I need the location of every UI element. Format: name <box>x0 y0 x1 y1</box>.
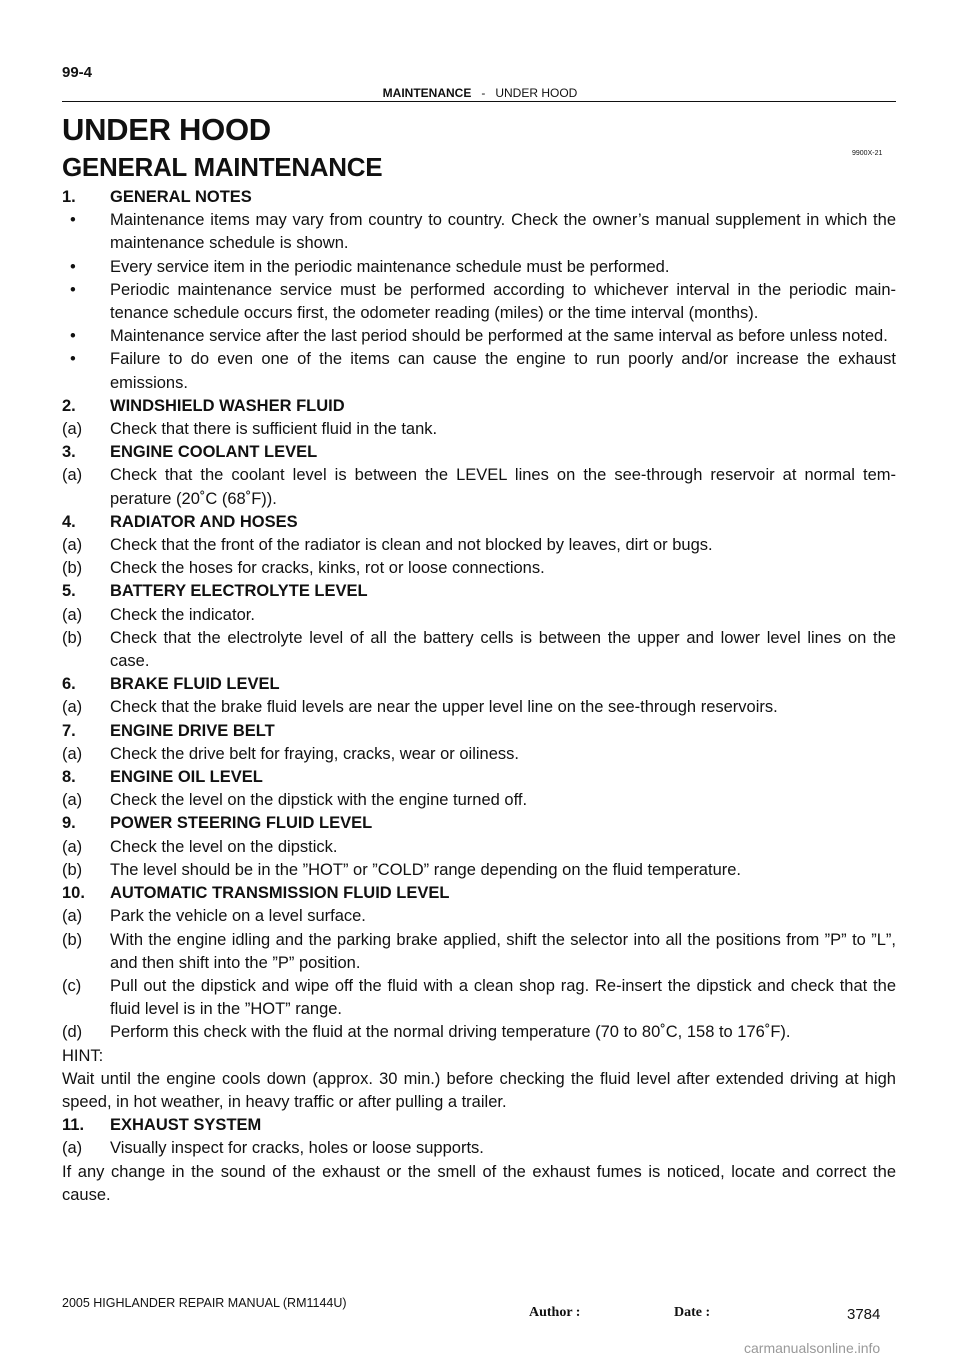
bullet-item: • Periodic maintenance service must be performed according to whichever interval in the periodic main- tenance schedule occurs first, the odometer reading (miles) or the time interval (months). <box>62 279 896 325</box>
bullet-icon: • <box>70 350 76 369</box>
section-heading: 1. GENERAL NOTES <box>62 188 252 206</box>
step-item: (b) With the engine idling and the parking brake applied, shift the selector into all the positions from ”P” to ”L”, and then shift into the ”P” position. <box>62 930 896 972</box>
step-item: (a) Check the level on the dipstick. <box>62 837 338 856</box>
header-rule <box>62 101 896 102</box>
step-item: (a) Check the indicator. <box>62 605 255 624</box>
section-heading: 10. AUTOMATIC TRANSMISSION FLUID LEVEL <box>62 884 450 903</box>
page-subtitle: GENERAL MAINTENANCE <box>62 152 383 182</box>
hint-label: HINT: <box>62 1046 104 1065</box>
bullet-icon: • <box>70 280 76 299</box>
section-heading: 8. ENGINE OIL LEVEL <box>62 768 263 787</box>
page-number: 99-4 <box>62 64 93 81</box>
step-item: (a) Check that the brake fluid levels are near the upper level line on the see-through reservoirs. <box>62 698 778 717</box>
step-item: (d) Perform this check with the fluid at the normal driving temperature (70 to 80˚C, 158 to 176˚F). <box>62 1023 791 1042</box>
bullet-icon: • <box>70 257 76 276</box>
section-heading: 2. WINDSHIELD WASHER FLUID <box>62 396 345 415</box>
section-heading: 9. POWER STEERING FLUID LEVEL <box>62 814 373 833</box>
step-item: (a) Check the drive belt for fraying, cracks, wear or oiliness. <box>62 744 519 763</box>
step-item: (a) Check that the front of the radiator is clean and not blocked by leaves, dirt or bugs. <box>62 536 713 555</box>
step-item: (a) Check that the coolant level is between the LEVEL lines on the see-through reservoir at normal tem- perature (20˚C (68˚F)). <box>62 466 896 508</box>
bullet-item: • Maintenance items may vary from country to country. Check the owner’s manual supplement in which the maintenance schedule is shown. <box>62 209 896 255</box>
step-item: (a) Park the vehicle on a level surface. <box>62 907 366 926</box>
header-section: MAINTENANCE <box>382 86 472 100</box>
bullet-item: • Every service item in the periodic maintenance schedule must be performed. <box>62 256 896 279</box>
footer-date: Date : <box>674 1305 711 1320</box>
step-item: (a) Check that there is sufficient fluid in the tank. <box>62 420 438 439</box>
step-item: (b) Check the hoses for cracks, kinks, rot or loose connections. <box>62 559 545 578</box>
step-item: (c) Pull out the dipstick and wipe off the fluid with a clean shop rag. Re-insert the dipstick and check that the fluid level is in the ”HOT” range. <box>62 976 896 1019</box>
note-text: If any change in the sound of the exhaust or the smell of the exhaust fumes is noticed, locate and correct the cause. <box>62 1162 896 1204</box>
bullet-icon: • <box>70 327 76 346</box>
section-heading: 6. BRAKE FLUID LEVEL <box>62 675 280 694</box>
section-heading: 7. ENGINE DRIVE BELT <box>62 721 275 740</box>
header-separator: - <box>481 86 486 100</box>
footer-author: Author : <box>529 1305 581 1320</box>
step-item: (b) Check that the electrolyte level of all the battery cells is between the upper and lower level lines on the case. <box>62 628 896 671</box>
doc-code: 9900X-21 <box>852 150 883 157</box>
section-heading: 5. BATTERY ELECTROLYTE LEVEL <box>62 582 368 601</box>
step-item: (b) The level should be in the ”HOT” or ”COLD” range depending on the fluid temperature. <box>62 860 742 879</box>
step-item: (a) Visually inspect for cracks, holes or loose supports. <box>62 1139 484 1158</box>
header-subsection: UNDER HOOD <box>495 86 578 100</box>
bullet-item: • Maintenance service after the last period should be performed at the same interval as before unless noted. <box>62 325 896 348</box>
hint-text: Wait until the engine cools down (approx. 30 min.) before checking the fluid level after extended driving at high speed, in hot weather, in heavy traffic or after pulling a trailer. <box>62 1069 896 1111</box>
section-heading: 11. EXHAUST SYSTEM <box>62 1116 262 1135</box>
footer-manual: 2005 HIGHLANDER REPAIR MANUAL (RM1144U) <box>62 1296 347 1310</box>
document-body <box>62 186 896 1207</box>
step-item: (a) Check the level on the dipstick with the engine turned off. <box>62 791 528 810</box>
watermark: carmanualsonline.info <box>744 1340 881 1356</box>
bullet-item: • Failure to do even one of the items can cause the engine to run poorly and/or increase the exhaust emissions. <box>62 348 896 394</box>
running-header <box>0 86 960 100</box>
bullet-icon: • <box>70 211 76 230</box>
section-heading: 4. RADIATOR AND HOSES <box>62 512 298 531</box>
page-title: UNDER HOOD <box>62 112 271 147</box>
section-heading: 3. ENGINE COOLANT LEVEL <box>62 443 318 462</box>
footer-page-number: 3784 <box>847 1306 881 1323</box>
